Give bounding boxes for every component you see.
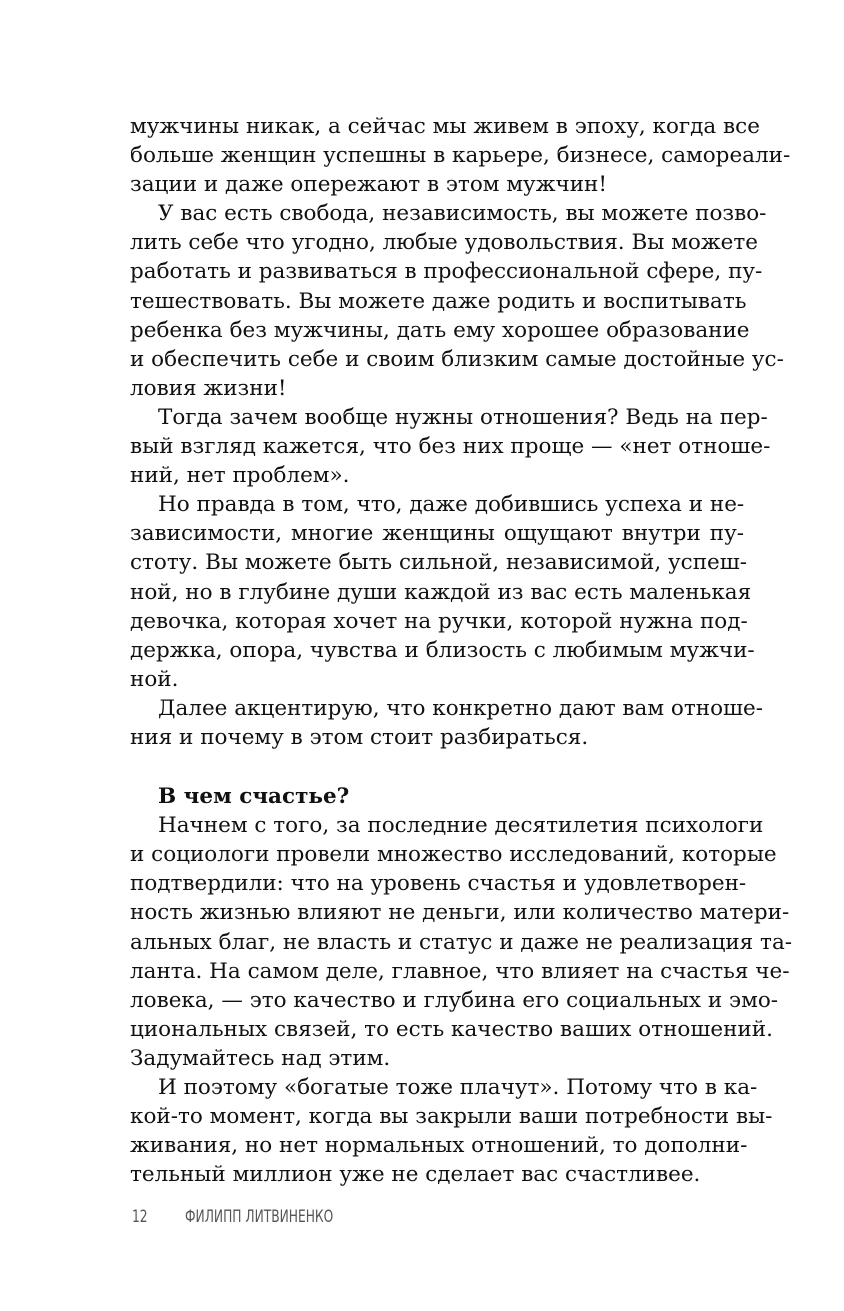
text-line: зависимости, многие женщины ощущают внутри пу-: [130, 521, 744, 547]
text-line: подтвердили: что на уровень счастья и удовлетворен-: [130, 871, 747, 897]
text-line: и социологи провели множество исследований, которые: [130, 842, 777, 868]
paragraph: [130, 112, 791, 199]
text-line: больше женщин успешны в карьере, бизнесе, самореали-: [130, 143, 791, 169]
text-line: держка, опора, чувства и близость с любимым мужчи-: [130, 637, 755, 663]
paragraph: [130, 490, 755, 694]
text-line: тельный миллион уже не сделает вас счастливее.: [130, 1162, 701, 1188]
page-number: 12: [132, 1207, 148, 1227]
text-line: живания, но нет нормальных отношений, то дополни-: [130, 1133, 748, 1159]
text-line: мужчины никак, а сейчас мы живем в эпоху, когда все: [130, 114, 760, 139]
text-line: ребенка без мужчины, дать ему хорошее образование: [130, 317, 750, 343]
paragraph: [130, 811, 793, 1073]
text-line: У вас есть свобода, независимость, вы можете позво-: [158, 201, 767, 227]
text-line: ной, но в глубине души каждой из вас есть маленькая: [130, 579, 752, 605]
text-line: ловия жизни!: [130, 375, 287, 401]
running-author: ФИЛИПП ЛИТВИНЕНКО: [185, 1207, 334, 1227]
text-line: альных благ, не власть и статус и даже не реализация та-: [130, 929, 793, 955]
text-line: лить себе что угодно, любые удовольствия. Вы можете: [130, 230, 758, 256]
text-line: и обеспечить себе и своим близким самые достойные ус-: [130, 346, 784, 372]
text-line: работать и развиваться в профессиональной сфере, пу-: [130, 259, 763, 285]
text-line: ность жизнью влияют не деньги, или количество матери-: [130, 900, 790, 926]
paragraph: [130, 199, 784, 403]
text-line: девочка, которая хочет на ручки, которой нужна под-: [130, 608, 748, 634]
text-line: Но правда в том, что, даже добившись успеха и не-: [158, 492, 745, 518]
page-body: [130, 112, 793, 1189]
text-line: ланта. На самом деле, главное, что влияет на счастья че-: [130, 958, 790, 984]
text-line: Тогда зачем вообще нужны отношения? Ведь на пер-: [158, 404, 768, 430]
text-line: Начнем с того, за последние десятилетия психологи: [158, 813, 764, 839]
text-line: ний, нет проблем».: [130, 463, 350, 489]
text-line: тешествовать. Вы можете даже родить и воспитывать: [130, 288, 747, 314]
section-heading: В чем счастье?: [158, 784, 350, 810]
text-line: кой-то момент, когда вы закрыли ваши потребности вы-: [130, 1104, 773, 1130]
text-line: И поэтому «богатые тоже плачут». Потому что в ка-: [158, 1075, 758, 1100]
text-line: Задумайтесь над этим.: [130, 1045, 391, 1071]
text-line: вый взгляд кажется, что без них проще — «нет отноше-: [130, 434, 771, 460]
text-line: ния и почему в этом стоит разбираться.: [130, 724, 589, 750]
text-line: Далее акцентирую, что конкретно дают вам отноше-: [158, 695, 763, 721]
text-line: стоту. Вы можете быть сильной, независимой, успеш-: [130, 550, 748, 576]
page-footer: [132, 1207, 333, 1227]
text-line: ной.: [130, 666, 179, 692]
text-line: ловека, — это качество и глубина его социальных и эмо-: [130, 987, 779, 1013]
paragraph: [130, 694, 763, 752]
paragraph: [130, 403, 771, 490]
text-line: зации и даже опережают в этом мужчин!: [130, 172, 607, 198]
paragraph: [130, 1073, 773, 1189]
text-line: циональных связей, то есть качество ваших отношений.: [130, 1016, 773, 1042]
